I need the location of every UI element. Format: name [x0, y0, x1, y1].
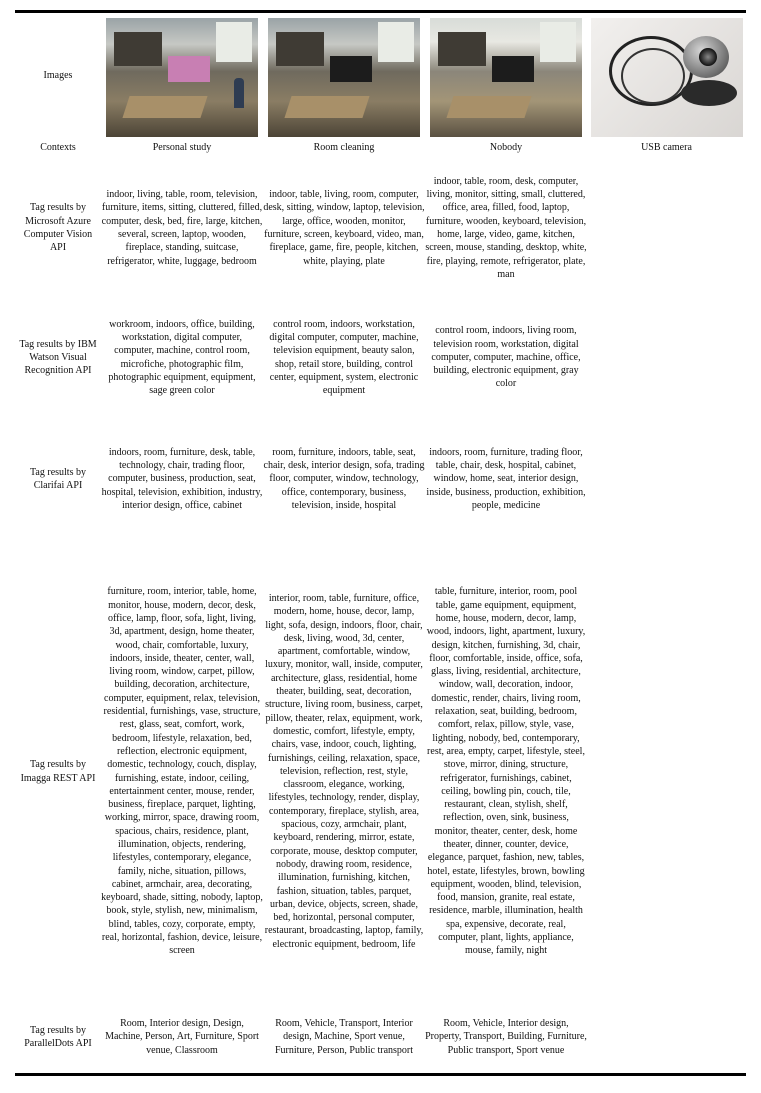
empty-cell [587, 157, 746, 299]
tag-cell: workroom, indoors, office, building, workstation, digital computer, computer, machine, control room, microfiche, photographic film, photographic equipment, equipment, sage green color [108, 318, 256, 397]
empty-cell [587, 299, 746, 416]
tag-cell: indoors, room, furniture, trading floor, table, chair, desk, hospital, cabinet, window, home, seat, interior design, inside, business, production, exhibition, people, medicine [426, 446, 586, 511]
tag-cell: interior, room, table, furniture, office, modern, home, house, decor, lamp, light, sofa, design, indoors, floor, chair, desk, living, wood, 3d, center, apartment, comfortable, window, luxury, monitor, wall, inside, computer, architecture, glass, residential, home theater, building, seat, decoration, structure, living room, business, carpet, pillow, theater, relax, equipment, work, domestic, comfort, lifestyle, empty, chairs, vase, indoor, couch, lighting, furnishings, ceiling, relaxation, space, television, reflection, rest, style, classroom, elegance, working, lifestyles, technology, render, display, contemporary, fireplace, stylish, area, spacious, cozy, armchair, plant, keyboard, rendering, mirror, estate, corporate, mouse, desktop computer, nobody, drawing room, residence, illumination, furnishing, kitchen, fashion, situation, tables, parquet, urban, device, objects, screen, shade, bed, horizontal, personal computer, restaurant, broadcasting, laptop, family, electronic equipment, bedroom, life [264, 592, 424, 950]
tag-cell: furniture, room, interior, table, home, monitor, house, modern, decor, desk, office, lamp, floor, sofa, light, living, 3d, apartment, design, home theater, wood, chair, comfortable, luxury, indoors, inside, theater, center, wall, living room, window, carpet, pillow, building, decoration, architecture, computer, equipment, relax, television, residential, furnishings, vase, structure, rest, glass, seat, comfort, work, bedroom, lifestyle, relaxation, bed, reflection, electronic equipment, domestic, technology, couch, display, furnishing, estate, indoor, ceiling, entertainment center, mouse, render, business, fireplace, parquet, lighting, working, mirror, space, drawing room, spacious, chairs, residence, plant, illumination, objects, rendering, lifestyles, contemporary, elegance, family, niche, situation, pillows, cabinet, armchair, area, decorating, keyboard, shade, sitting, nobody, laptop, book, style, stylish, new, minimalism, blind, tables, cozy, corporate, empty, real, horizontal, fashion, device, leisure, screen [101, 586, 263, 957]
tag-cell: indoors, room, furniture, desk, table, technology, chair, trading floor, computer, business, production, seat, hospital, television, exhibition, industry, interior design, office, cabinet [101, 446, 263, 511]
living-room-photo [106, 18, 258, 137]
tag-cell: indoor, table, living, room, computer, desk, sitting, window, laptop, television, large, office, wooden, monitor, furniture, screen, keyboard, video, man, fireplace, game, fire, people, kitchen, white, playing, plate [263, 189, 425, 267]
empty-cell [587, 1001, 746, 1073]
tag-cell: table, furniture, interior, room, pool table, game equipment, equipment, home, house, modern, decor, lamp, wood, indoors, light, apartment, luxury, design, kitchen, furnishing, 3d, chair, floor, comfortable, inside, office, sofa, glass, living, residential, architecture, window, wall, decoration, indoor, domestic, render, chairs, living room, relaxation, seat, building, bedroom, comfort, relax, pillow, style, vase, lighting, nobody, bed, contemporary, rest, area, empty, carpet, lifestyle, steel, stove, mirror, dining, structure, refrigerator, furnishings, cabinet, ceiling, bowling pin, couch, tile, restaurant, clean, stylish, shelf, reflection, oven, sink, business, monitor, theater, center, desk, home theater, dinner, counter, device, elegance, parquet, fashion, new, tables, hotel, estate, lifestyles, brown, bowling equipment, wooden, blind, television, food, mansion, granite, real estate, residence, marble, illumination, health spa, expensive, decorate, real, computer, plant, lights, appliance, mouse, family, night [426, 586, 586, 957]
row-label: Tag results by ParallelDots API [24, 1024, 92, 1049]
images-header: Images [43, 70, 73, 82]
imagga-row [15, 542, 746, 1001]
row-label: Tag results by Imagga REST API [20, 759, 96, 784]
tag-cell: Room, Vehicle, Interior design, Property, Transport, Building, Furniture, Public transport, Sport venue [425, 1018, 587, 1056]
living-room-photo [430, 18, 582, 137]
context-label: Personal study [152, 142, 212, 154]
paralleldots-row [15, 1001, 746, 1073]
clarifai-row [15, 416, 746, 542]
image-cell-personal-study [101, 13, 263, 139]
tag-cell: Room, Vehicle, Transport, Interior design, Machine, Sport venue, Furniture, Person, Public transport [274, 1018, 414, 1056]
row-label: Tag results by Microsoft Azure Computer Vision API [23, 202, 93, 254]
watson-row [15, 299, 746, 416]
image-cell-room-cleaning [263, 13, 425, 139]
tag-cell: control room, indoors, workstation, digital computer, computer, machine, television equipment, beauty salon, shop, retail store, building, control center, equipment, system, electronic equipment [269, 318, 419, 397]
usb-camera-photo [591, 18, 743, 137]
image-cell-nobody [425, 13, 587, 139]
living-room-photo [268, 18, 420, 137]
context-label: Nobody [489, 142, 523, 154]
azure-row [15, 157, 746, 299]
tag-cell: room, furniture, indoors, table, seat, chair, desk, interior design, sofa, trading floor, computer, window, technology, office, contemporary, business, television, inside, hospital [263, 446, 425, 511]
tag-cell: indoor, table, room, desk, computer, living, monitor, sitting, small, cluttered, office, area, filled, food, laptop, furniture, wooden, keyboard, television, home, large, video, game, kitchen, screen, mouse, standing, desktop, white, fire, playing, remote, refrigerator, plate, man [425, 175, 587, 280]
tag-results-table [15, 13, 746, 1073]
empty-cell [587, 416, 746, 542]
context-label: Room cleaning [313, 142, 375, 154]
empty-cell [587, 542, 746, 1001]
tag-cell: control room, indoors, living room, television room, workstation, digital computer, computer, machine, office, building, electronic equipment, gray color [431, 325, 581, 390]
images-row [15, 13, 746, 139]
row-label: Tag results by IBM Watson Visual Recognition API [19, 338, 97, 377]
row-label: Tag results by Clarifai API [30, 466, 86, 491]
contexts-header: Contexts [40, 142, 76, 154]
bottom-rule [15, 1073, 746, 1076]
tag-cell: Room, Interior design, Design, Machine, Person, Art, Furniture, Sport venue, Classroom [105, 1018, 259, 1056]
context-label: USB camera [641, 142, 692, 154]
image-cell-usb-camera [587, 13, 746, 139]
contexts-row [15, 139, 746, 157]
tag-cell: indoor, living, table, room, television, furniture, items, sitting, cluttered, filled, computer, desk, bed, fire, large, kitchen, several, screen, laptop, wooden, fireplace, standing, suitcase, refrigerator, white, luggage, bedroom [101, 189, 263, 267]
